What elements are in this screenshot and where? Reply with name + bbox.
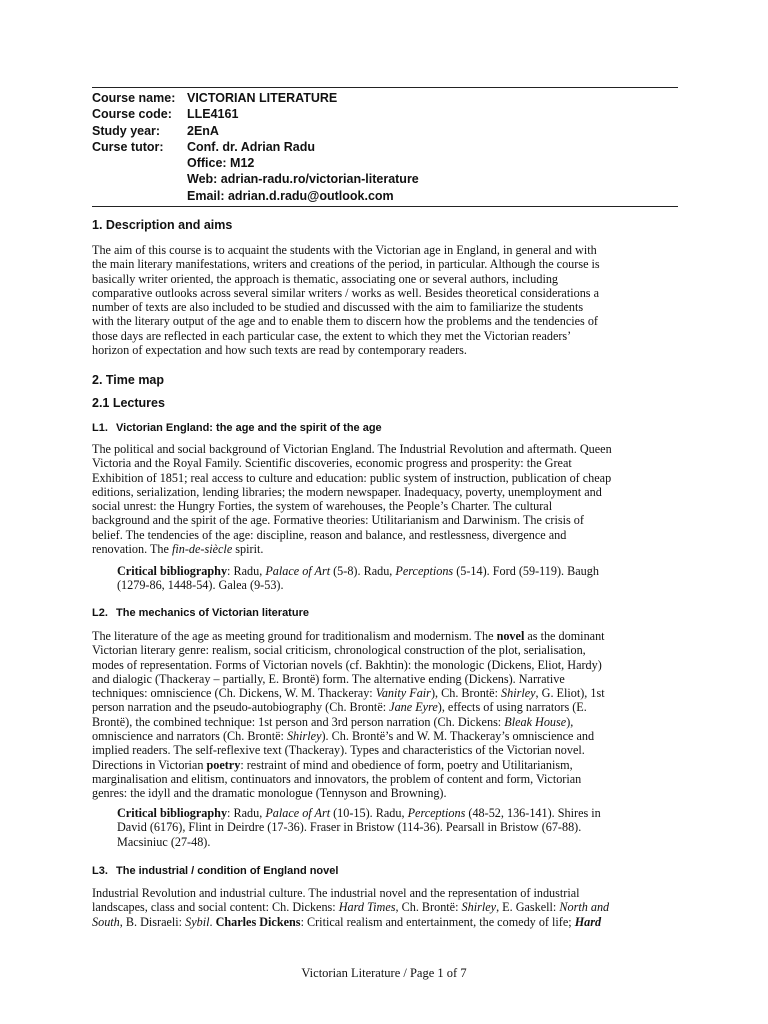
tutor-value: Conf. dr. Adrian Radu bbox=[187, 139, 316, 154]
paragraph-line: and dialogic (Thackeray – partially, E. Brontë) form. The alternative ending (Dickens). Narrative bbox=[92, 671, 565, 686]
paragraph-line: techniques: omniscience (Ch. Dickens, W. M. Thackeray: Vanity Fair), Ch. Brontë: Shirley, G. Eliot), 1st bbox=[92, 686, 605, 701]
page-footer: Victorian Literature / Page 1 of 7 bbox=[301, 966, 467, 980]
lecture-title: Victorian England: the age and the spirit of the age bbox=[116, 422, 382, 434]
lecture-heading-l3 bbox=[92, 865, 338, 877]
paragraph-line: The aim of this course is to acquaint the students with the Victorian age in England, in general and with bbox=[92, 243, 597, 257]
paragraph-line: renovation. The fin-de-siècle spirit. bbox=[92, 542, 264, 557]
paragraph-line: basically writer oriented, the approach is thematic, associating one or several authors, including bbox=[92, 271, 559, 286]
paragraph-line: background and the spirit of the age. Formative theories: Utilitarianism and Darwinism. The crisis of bbox=[92, 513, 584, 528]
course-code-value: LLE4161 bbox=[187, 107, 239, 122]
paragraph-line: marginalisation and elitism, continuators and innovators, the problem of content and form, Victorian bbox=[92, 771, 582, 786]
paragraph-line: Exhibition of 1851; real access to culture and education: public system of instruction, publication of cheap bbox=[92, 470, 612, 485]
paragraph-line: person narration and the pseudo-autobiography (Ch. Brontë: Jane Eyre), effects of using narrators (E. bbox=[92, 700, 587, 715]
paragraph-line: Industrial Revolution and industrial culture. The industrial novel and the representation of industrial bbox=[92, 886, 580, 900]
lecture-l2-paragraph bbox=[92, 629, 677, 801]
paragraph-line: The political and social background of Victorian England. The Industrial Revolution and aftermath. Queen bbox=[92, 442, 612, 456]
tutor-label: Curse tutor: bbox=[92, 139, 164, 154]
lecture-title: The industrial / condition of England novel bbox=[116, 865, 339, 877]
paragraph-line: The literature of the age as meeting ground for traditionalism and modernism. The novel as the dominant bbox=[92, 629, 605, 643]
paragraph-line: editions, serialization, lending libraries; the modern newspaper. Inadequacy, poverty, unemployment and bbox=[92, 484, 602, 499]
office-value: Office: M12 bbox=[187, 156, 255, 171]
lecture-l1-paragraph bbox=[92, 442, 677, 556]
critical-bibliography-l2 bbox=[117, 806, 677, 849]
bibliography-line: David (6176), Flint in Deirdre (17-36). Fraser in Bristow (114-36). Pearsall in Bristow (67-88). bbox=[117, 820, 582, 835]
paragraph-line: number of texts are also included to be studied and discussed with the aim to familiarize the students bbox=[92, 300, 584, 315]
paragraph-line: South, B. Disraeli: Sybil. Charles Dickens: Critical realism and entertainment, the comedy of life; Hard bbox=[92, 914, 602, 929]
subheading-lectures: 2.1 Lectures bbox=[92, 396, 165, 410]
lecture-l3-paragraph bbox=[92, 886, 677, 929]
email-link[interactable]: Email: adrian.d.radu@outlook.com bbox=[187, 188, 394, 203]
course-code-label: Course code: bbox=[92, 107, 172, 122]
paragraph-line: Victoria and the Royal Family. Scientific discoveries, economic progress and prosperity: the Great bbox=[92, 456, 572, 471]
lecture-number: L2. bbox=[92, 607, 108, 619]
paragraph-line: genres: the idyll and the dramatic monologue (Tennyson and Browning). bbox=[92, 786, 447, 801]
bibliography-line: (1279-86, 1448-54). Galea (9-53). bbox=[117, 578, 284, 593]
lecture-number: L1. bbox=[92, 422, 108, 434]
course-name-value: VICTORIAN LITERATURE bbox=[187, 91, 338, 105]
top-rule bbox=[92, 87, 678, 88]
lecture-heading-l2 bbox=[92, 607, 309, 619]
paragraph-line: Victorian literary genre: realism, social criticism, chronological construction of the plot, serialisation, bbox=[92, 643, 586, 658]
section-heading-time-map: 2. Time map bbox=[92, 373, 165, 387]
paragraph-line: implied readers. The self-reflexive text (Thackeray). Types and characteristics of the Victorian novel. bbox=[92, 743, 585, 758]
description-paragraph bbox=[92, 243, 677, 357]
paragraph-line: Brontë), the combined technique: 1st person and 3rd person narration (Ch. Dickens: Bleak House), bbox=[92, 714, 574, 729]
paragraph-line: with the literary output of the age and to enable them to discern how the problems and the tendencies of bbox=[92, 314, 598, 329]
course-name-label: Course name: bbox=[92, 91, 176, 105]
section-heading-description: 1. Description and aims bbox=[92, 218, 233, 232]
lecture-heading-l1 bbox=[92, 422, 382, 434]
paragraph-line: those days are reflected in each particular case, the extent to which they met the Victorian readers’ bbox=[92, 328, 572, 343]
web-link[interactable]: Web: adrian-radu.ro/victorian-literature bbox=[187, 172, 419, 187]
paragraph-line: social unrest: the Hungry Forties, the system of warehouses, the People’s Charter. The cultural bbox=[92, 499, 553, 514]
paragraph-line: belief. The tendencies of the age: discipline, reason and balance, and restlessness, divergence and bbox=[92, 527, 567, 542]
paragraph-line: landscapes, class and social content: Ch. Dickens: Hard Times, Ch. Brontë: Shirley, E. Gaskell: North and bbox=[92, 900, 610, 915]
study-year-value: 2EnA bbox=[187, 123, 219, 138]
paragraph-line: comparative outlooks across several similar writers / works as well. Besides theoretical considerations a bbox=[92, 285, 599, 300]
bibliography-line: Macsiniuc (27-48). bbox=[117, 834, 211, 849]
paragraph-line: the main literary manifestations, writers and creations of the period, in particular. Although the course is bbox=[92, 257, 600, 272]
bottom-rule bbox=[92, 206, 678, 207]
bibliography-line: Critical bibliography: Radu, Palace of Art (5-8). Radu, Perceptions (5-14). Ford (59-119). Baugh bbox=[117, 564, 599, 578]
lecture-title: The mechanics of Victorian literature bbox=[116, 607, 309, 619]
study-year-label: Study year: bbox=[92, 123, 161, 138]
paragraph-line: Directions in Victorian poetry: restraint of mind and obedience of form, poetry and Utilitarianism, bbox=[92, 757, 573, 772]
bibliography-line: Critical bibliography: Radu, Palace of Art (10-15). Radu, Perceptions (48-52, 136-141). Shires in bbox=[117, 806, 601, 820]
paragraph-line: omniscience and narrators (Ch. Brontë: Shirley). Ch. Brontë’s and W. M. Thackeray’s omniscience and bbox=[92, 729, 595, 744]
paragraph-line: modes of representation. Forms of Victorian novels (cf. Bakhtin): the monologic (Dickens, Eliot, Hardy) bbox=[92, 657, 602, 672]
paragraph-line: horizon of expectation and how such texts are read by contemporary readers. bbox=[92, 343, 467, 358]
critical-bibliography-l1 bbox=[117, 564, 677, 593]
lecture-number: L3. bbox=[92, 865, 108, 877]
